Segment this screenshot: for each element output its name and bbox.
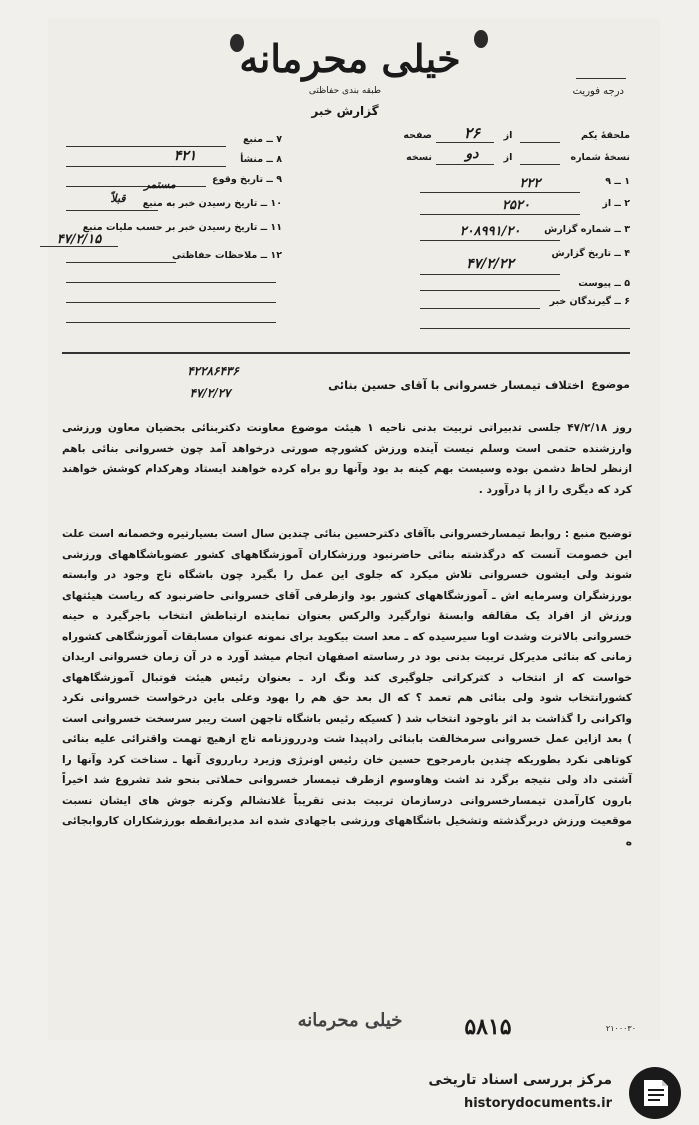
report-body (62, 418, 632, 852)
classification-title: خیلی محرمانه (239, 36, 461, 81)
field-mid: از (503, 152, 513, 163)
field-value: ۲۲۲ (519, 176, 541, 191)
field-label: ۳ ــ شماره گزارش (544, 224, 630, 235)
field-value: ۴۷/۲/۲۲ (466, 256, 514, 272)
archive-name: مرکز بررسی اسناد تاریخی (428, 1072, 612, 1088)
archive-url: historydocuments.ir (463, 1096, 612, 1111)
field-tail: صفحه (403, 130, 432, 141)
punch-hole-right (474, 30, 488, 48)
field-line (436, 142, 494, 143)
field-line (420, 308, 540, 309)
urgency-label: درجه فوریت (572, 86, 624, 97)
field-line (66, 302, 276, 303)
body-paragraph: روز ۴۷/۲/۱۸ جلسی تدبیراتی تربیت بدنی ناحیه ۱ هیئت موضوع معاونت دکتربنائی بحضیان معاون ورزشی وارزشنده حتمی است وسلم نیست آینده ورزش کشورچه صورتی درخواهد آمد چون خسروانی بنائی باهم ازنظر لحاظ دشمن بوده وسیست بهم کینه بد بود وآنها رو براه کرده خواهند ایستاد وهرکدام کوشش خواهند کرد که دیگری را از پا درآورد . (62, 422, 632, 496)
field-label: ۵ ــ پیوست (578, 278, 630, 289)
field-line (420, 328, 630, 329)
field-tail: نسخه (406, 152, 432, 163)
archive-number: ۲۱۰۰۰۳۰ (605, 1024, 636, 1033)
field-label: ۱ ــ ۹ (605, 176, 630, 187)
field-line (66, 282, 276, 283)
field-value: مستمر (144, 178, 176, 191)
document-number: ۵۸۱۵ (464, 1014, 512, 1040)
field-line (66, 146, 226, 147)
field-value: ۲۰۸۹۹۱/۲۰ (459, 224, 521, 239)
field-line (66, 210, 158, 211)
field-label: ۴ ــ تاریخ گزارش (551, 248, 630, 259)
field-line (66, 322, 276, 323)
urgency-underline (576, 78, 626, 79)
field-label: ۷ ــ منبع (242, 134, 282, 145)
field-line (520, 142, 560, 143)
field-value: دو (465, 146, 479, 162)
classification-stamp: خیلی محرمانه (297, 1010, 403, 1031)
field-label: ۱۰ ــ تاریخ رسیدن خبر به منبع (142, 198, 282, 209)
field-label: ۱۲ ــ ملاحظات حفاظتی (171, 250, 282, 261)
field-label: ۹ ــ تاریخ وقوع (212, 174, 282, 185)
field-value: ۲۶ (463, 124, 481, 142)
subject-ref-number: ۴۲۲۸۶۴۳۶ (187, 364, 239, 378)
field-label: ملحقهٔ یکم (580, 130, 630, 141)
field-value: ۲۵۲۰ (502, 198, 530, 213)
field-value: ۴۲۱ (173, 148, 197, 164)
field-label: ۶ ــ گیرندگان خبر (549, 296, 630, 307)
field-label: ۸ ــ منشأ (240, 154, 282, 165)
subject-ref-date: ۴۷/۲/۲۷ (189, 386, 231, 400)
field-line (420, 290, 560, 291)
field-value: ۴۷/۲/۱۵ (56, 232, 102, 247)
field-line (66, 166, 226, 167)
field-line (420, 240, 560, 241)
field-value: قبلاً (110, 192, 126, 205)
field-line (520, 164, 560, 165)
subject-label: موضوع (591, 378, 630, 391)
header-divider (62, 352, 630, 354)
report-type: گزارش خبر (311, 104, 379, 118)
field-line (420, 192, 580, 193)
field-line (436, 164, 494, 165)
field-label: ۱۱ ــ تاریخ رسیدن خبر بر حسب ملیات منبع (82, 222, 282, 233)
body-paragraph: توضیح منبع : روابط تیمسارخسروانی باآقای دکترحسین بنائی چندین سال است بسیارتیره وخصمانه است علت این خصومت آنست که درگذشته بنائی حاضرنبود ورزشکاران آموزشگاههای کشور عضوباشگاههای ورزشی شوند ولی ایشون خسروانی تلاش میکرد که جلوی این عمل را بگیرد چون باشگاه تاج وجود در وابسته بورزشگران وسرمایه اش ـ آموزشگاههای کشور بود وازطرفی آقای خسروانی حاضرنبود که ریاست هیئتهای ورزش از افراد یک مقالفه وابستهٔ توارگیرد والرکس بعنوان نماینده ارتباطش انتخاب باجرگیرد ه حینه خسروانی بالاترت وشدت اوبا سیرسیده که ـ معد است بیکوید برای نمونه عنوان مسابقات آموزشگاهی کشوراه زمانی که بنائی مدیرکل تربیت بدنی بود در رساسته اصفهان انجام میشد آورد ه در آن زمان خسروانی اریدان خواست که از انتخاب د کترکراتی جلوگیری کند ونگ ارد ـ بعنوان رئیس هیئت فوتبال آموزشگاههای کشورانتخاب شود ولی بنائی هم تعمد ؟ که ال بعد حق هم را بهود وعلی باین درخواست خسروانی نکرد واکرانی را گذاشت بد اثر باوجود انتخاب شد ( کسیکه رئیس باشگاه تاجهن است ریبر سرسخت خسروانی است ) بعد ازاین عمل خسروانی سرمخالفت بابنائی رادپیدا شت ودرروزنامه تاج ازهیچ تهمت واقترائی علیه بنائی کوتاهی نکرد بطوریکه چندین بارمرجوح حسین خان رئیس اونرژی وزیرد ربارروی آنها ـ سناخت کرد وآنها را آشتی داد ولی نتیجه برگرد ند اشت وهاوسوم ازطرف تیمسار خسروانی حملاتی بنحو شد تشروع شد اخیراً بارون کارآمدن تیمسارخسروانی درسازمان تربیت بدنی تقریباً غلانشالم وکرنه جوش های ایشان نسبت موقعیت ورزش دربرگذشته وتشخیل باشگاههای ورزشی باجهادی شده اند مدیرانقطه بورزشکاران کاروابجائی ه (62, 528, 632, 848)
field-label: نسخهٔ شماره (570, 152, 630, 163)
field-line (420, 214, 580, 215)
document-page-icon (628, 1066, 682, 1120)
field-label: ۲ ــ از (602, 198, 630, 209)
archive-watermark (410, 1062, 690, 1122)
subject-text: اختلاف تیمسار خسروانی با آقای حسین بنائی (328, 378, 584, 392)
field-mid: از (503, 130, 513, 141)
classification-subtitle: طبقه بندی حفاظتی (308, 86, 382, 96)
field-line (66, 262, 176, 263)
field-line (420, 274, 560, 275)
